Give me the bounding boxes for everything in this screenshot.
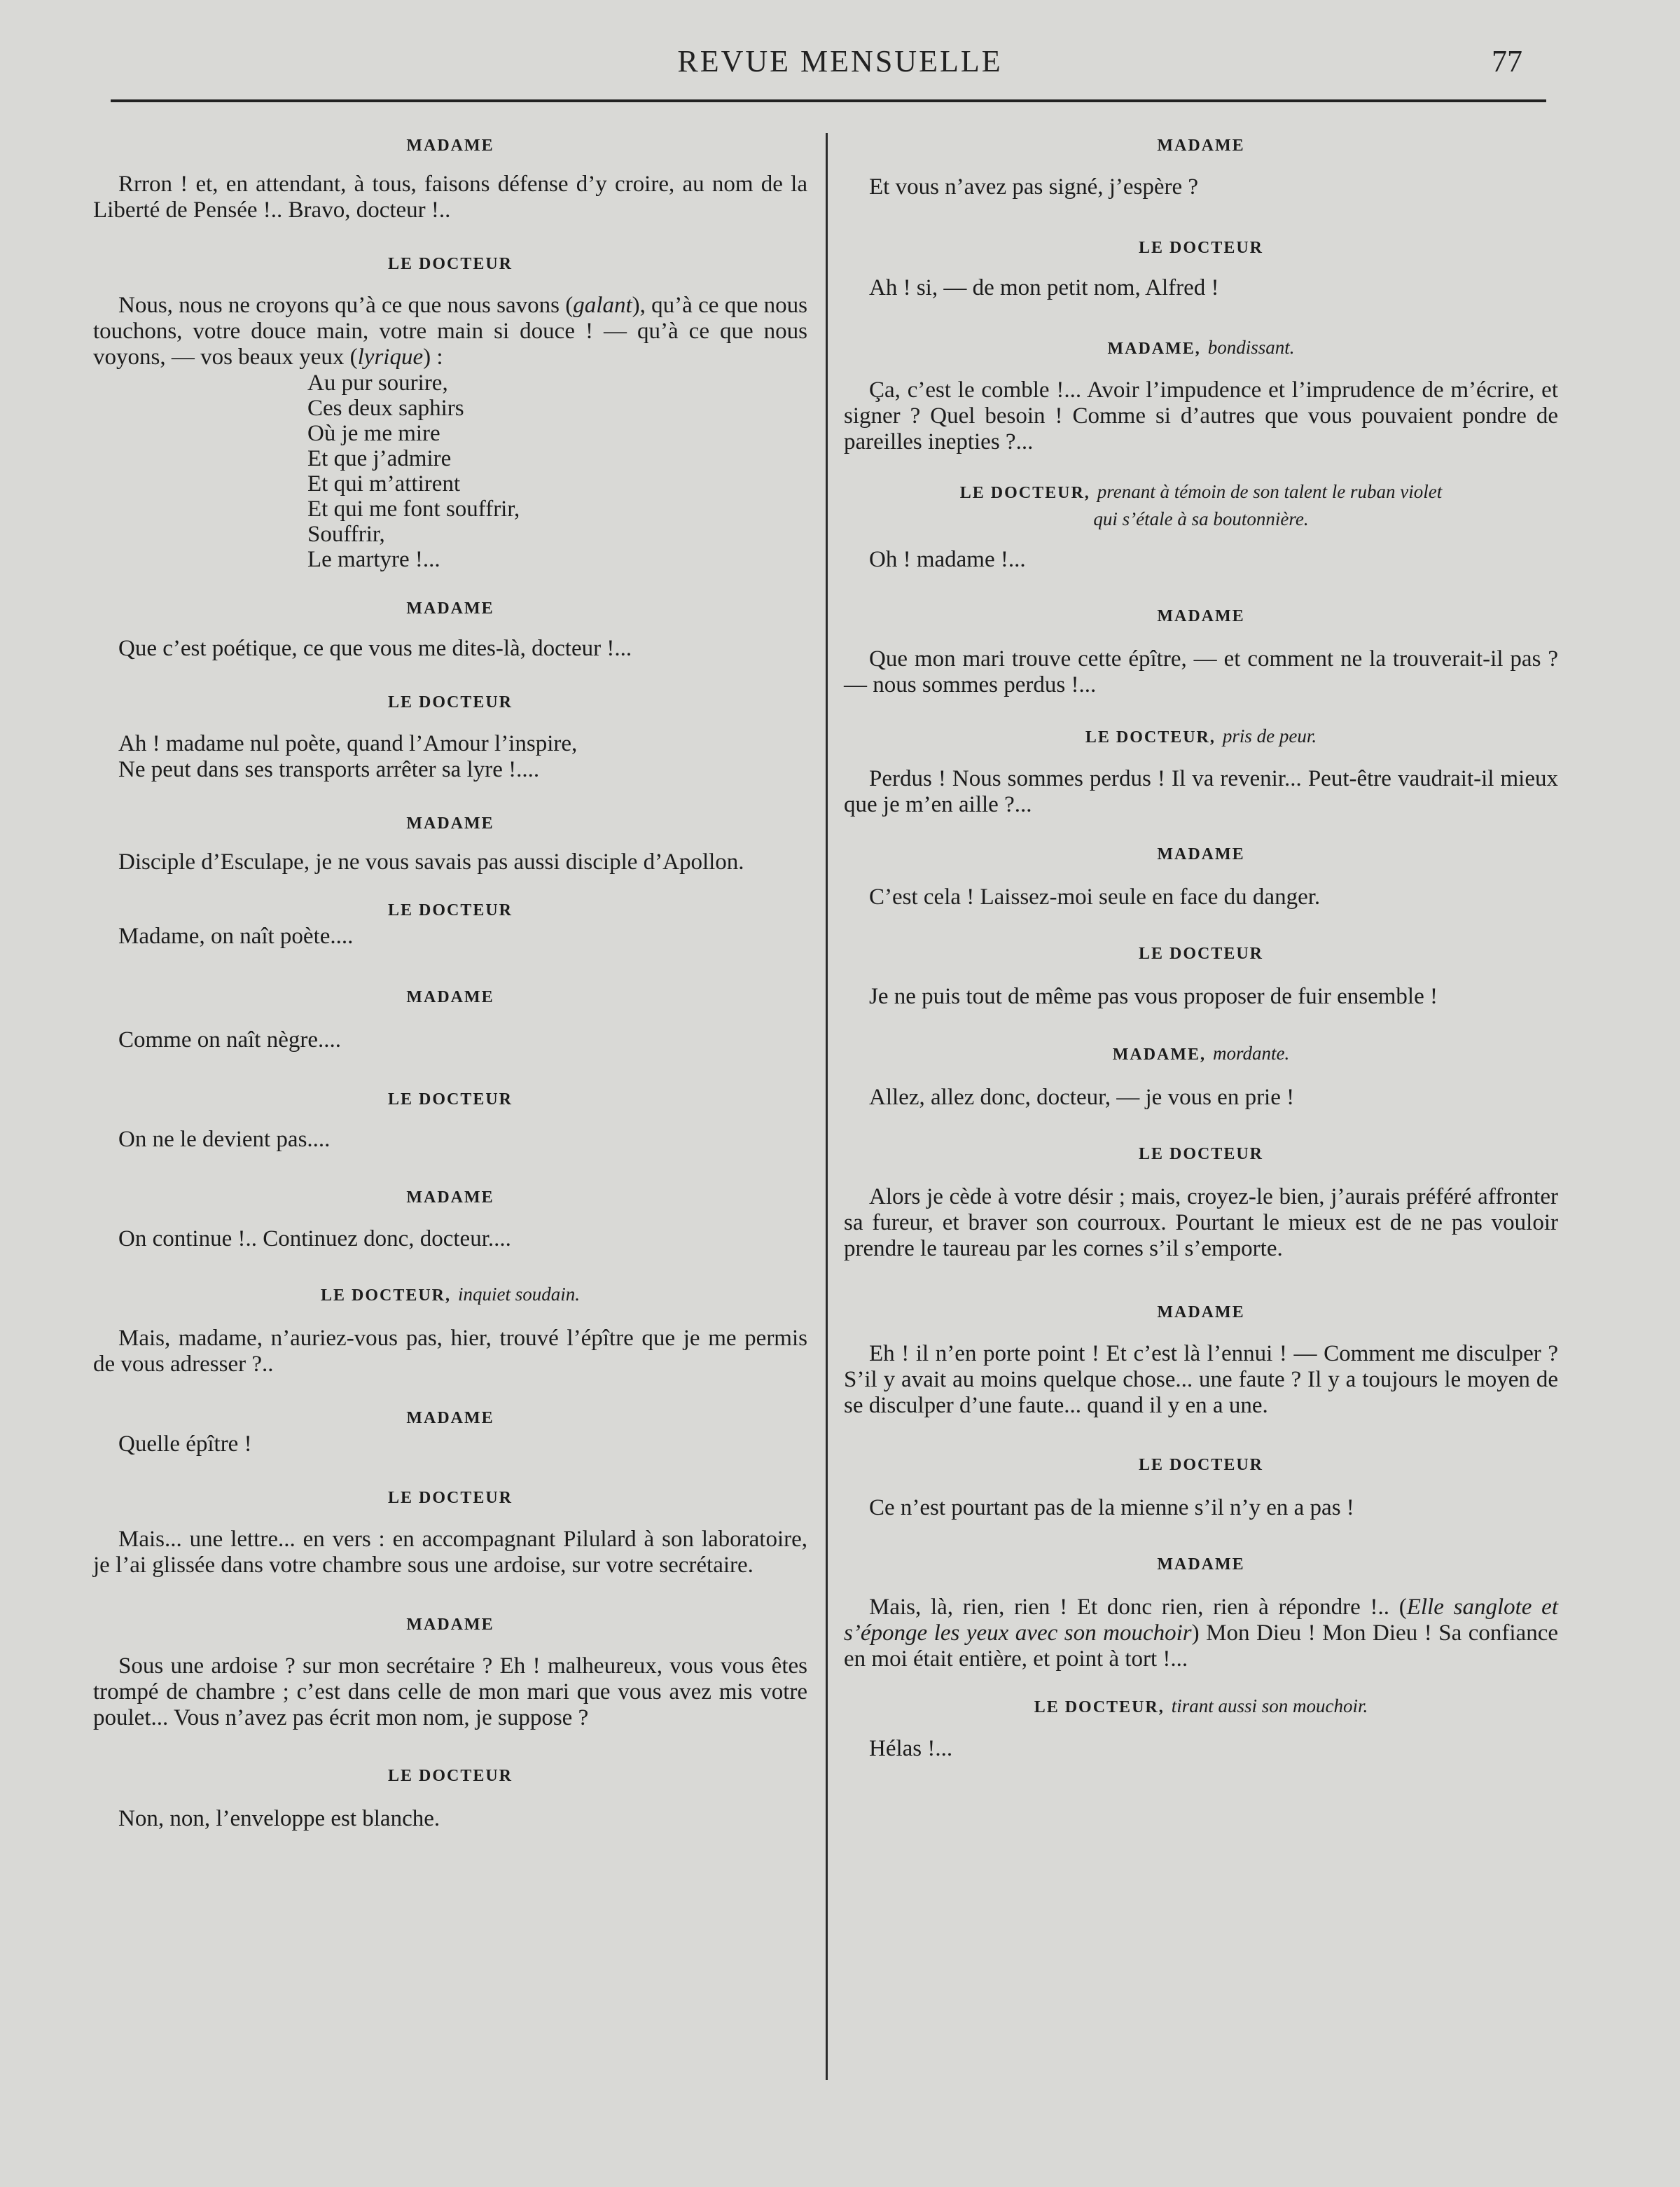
column-divider bbox=[826, 133, 828, 2080]
speaker-heading bbox=[93, 1485, 807, 1511]
stage-direction: lyrique bbox=[357, 345, 424, 370]
dialogue-line: Ah ! si, — de mon petit nom, Alfred ! bbox=[869, 275, 1219, 300]
speaker-heading bbox=[844, 1693, 1558, 1721]
speaker-name: MADAME bbox=[406, 1409, 494, 1427]
page-number: 77 bbox=[1492, 44, 1522, 78]
verse-line: Ces deux saphirs bbox=[307, 396, 464, 421]
speaker-heading bbox=[93, 1405, 807, 1431]
speaker-name: LE DOCTEUR bbox=[1138, 239, 1264, 257]
speaker-name: MADAME bbox=[1157, 845, 1245, 863]
speaker-heading bbox=[93, 1612, 807, 1638]
speaker-name: MADAME, bbox=[1112, 1046, 1207, 1064]
dialogue-line: Ça, c’est le comble !... Avoir l’impudence et l’imprudence de m’écrire, et signer ? Quel besoin ! Comme si d’autres que vous pouvaient pondre de pareilles inepties ?... bbox=[844, 377, 1558, 454]
running-title: REVUE MENSUELLE bbox=[677, 44, 1003, 78]
dialogue-line: Et vous n’avez pas signé, j’espère ? bbox=[869, 174, 1199, 200]
speaker-heading bbox=[93, 596, 807, 622]
speaker-heading bbox=[844, 723, 1558, 751]
right-column bbox=[844, 133, 1558, 1762]
speaker-name: LE DOCTEUR bbox=[1138, 1456, 1264, 1474]
speaker-name: MADAME bbox=[406, 599, 494, 618]
dialogue-line: Disciple d’Esculape, je ne vous savais pas aussi disciple d’Apollon. bbox=[118, 849, 744, 875]
dialogue-line: Hélas !... bbox=[869, 1736, 953, 1761]
speaker-name: LE DOCTEUR, bbox=[1085, 728, 1216, 747]
speaker-name: MADAME bbox=[406, 1188, 494, 1207]
dialogue-text: ), qu’à ce que nous touchons, votre douce main, votre main si douce ! — qu’à ce que nous voyons, — vos beaux yeux ( bbox=[93, 293, 807, 370]
speaker-name: LE DOCTEUR bbox=[387, 1489, 513, 1507]
speaker-name: MADAME bbox=[1157, 1303, 1245, 1321]
speaker-heading bbox=[844, 1552, 1558, 1578]
dialogue-line: Eh ! il n’en porte point ! Et c’est là l’ennui ! — Comment me disculper ? S’il y avait au moins quelque chose... une faute ? Il y a toujours le moyen de se disculper d’une faute... quand il y en a une. bbox=[844, 1341, 1558, 1418]
stage-direction: qui s’étale à sa boutonnière. bbox=[1093, 508, 1309, 529]
speaker-name: MADAME bbox=[1157, 607, 1245, 625]
dialogue-line: On continue !.. Continuez donc, docteur.... bbox=[118, 1226, 511, 1251]
speaker-heading bbox=[844, 479, 1558, 532]
speaker-heading bbox=[93, 1185, 807, 1211]
dialogue-line: Que c’est poétique, ce que vous me dites-là, docteur !... bbox=[118, 636, 632, 661]
dialogue-text: ) : bbox=[423, 345, 443, 370]
dialogue-line: Je ne puis tout de même pas vous proposer de fuir ensemble ! bbox=[869, 984, 1438, 1009]
dialogue-line: Ah ! madame nul poète, quand l’Amour l’inspire, bbox=[118, 731, 578, 756]
verse-line: Au pur sourire, bbox=[307, 370, 448, 396]
speaker-name: LE DOCTEUR bbox=[1138, 1145, 1264, 1163]
dialogue-line: Ce n’est pourtant pas de la mienne s’il n’y en a pas ! bbox=[869, 1495, 1354, 1520]
speaker-heading bbox=[844, 335, 1558, 362]
speaker-name: LE DOCTEUR bbox=[387, 693, 513, 711]
dialogue-line bbox=[844, 1595, 1558, 1672]
speaker-heading bbox=[93, 1282, 807, 1309]
speaker-name: LE DOCTEUR bbox=[387, 255, 513, 273]
dialogue-line: C’est cela ! Laissez-moi seule en face du danger. bbox=[869, 884, 1321, 910]
dialogue-line: Rrron ! et, en attendant, à tous, faisons défense d’y croire, au nom de la Liberté de Pensée !.. Bravo, docteur !.. bbox=[93, 172, 807, 223]
speaker-heading bbox=[844, 1141, 1558, 1167]
dialogue-line: Sous une ardoise ? sur mon secrétaire ? Eh ! malheureux, vous vous êtes trompé de chambre ; c’est dans celle de mon mari que vous avez mis votre poulet... Vous n’avez pas écrit mon nom, je suppose ? bbox=[93, 1653, 807, 1730]
verse-line: Où je me mire bbox=[307, 421, 440, 446]
dialogue-line: Que mon mari trouve cette épître, — et comment ne la trouverait-il pas ? — nous sommes perdus !... bbox=[844, 646, 1558, 697]
speaker-name: MADAME bbox=[1157, 137, 1245, 155]
stage-direction: tirant aussi son mouchoir. bbox=[1171, 1695, 1368, 1716]
speaker-heading bbox=[93, 1763, 807, 1789]
speaker-heading bbox=[844, 133, 1558, 159]
speaker-heading bbox=[844, 1041, 1558, 1068]
dialogue-line: Ne peut dans ses transports arrêter sa lyre !.... bbox=[118, 757, 540, 782]
verse-line: Et que j’admire bbox=[307, 446, 452, 471]
speaker-name: LE DOCTEUR, bbox=[320, 1286, 452, 1305]
dialogue-line: Allez, allez donc, docteur, — je vous en prie ! bbox=[869, 1085, 1295, 1110]
dialogue-line: Alors je cède à votre désir ; mais, croyez-le bien, j’aurais préféré affronter sa fureur, et braver son courroux. Pourtant le mieux est de ne pas vouloir prendre le taureau par les cornes s’il s’emporte. bbox=[844, 1184, 1558, 1261]
speaker-heading bbox=[844, 842, 1558, 868]
dialogue-line: Madame, on naît poète.... bbox=[118, 924, 354, 949]
dialogue-line: Oh ! madame !... bbox=[869, 547, 1026, 572]
speaker-name: LE DOCTEUR bbox=[1138, 945, 1264, 963]
dialogue-line: Quelle épître ! bbox=[118, 1431, 252, 1457]
speaker-heading bbox=[844, 235, 1558, 261]
speaker-name: LE DOCTEUR, bbox=[1034, 1698, 1165, 1716]
speaker-heading bbox=[93, 985, 807, 1011]
dialogue-line: Comme on naît nègre.... bbox=[118, 1027, 342, 1053]
speaker-heading bbox=[93, 133, 807, 159]
speaker-name: LE DOCTEUR, bbox=[959, 484, 1090, 502]
dialogue-line bbox=[93, 293, 807, 370]
speaker-name: LE DOCTEUR bbox=[387, 901, 513, 919]
speaker-heading bbox=[93, 811, 807, 837]
speaker-name: MADAME bbox=[406, 137, 494, 155]
dialogue-line: Non, non, l’enveloppe est blanche. bbox=[118, 1806, 440, 1831]
speaker-heading bbox=[93, 251, 807, 277]
stage-direction: Elle sanglote et s’éponge les yeux avec son mouchoir bbox=[844, 1595, 1558, 1646]
speaker-heading bbox=[844, 604, 1558, 630]
speaker-name: MADAME bbox=[406, 814, 494, 833]
verse-line: Souffrir, bbox=[307, 522, 385, 547]
verse-line: Et qui me font souffrir, bbox=[307, 497, 520, 522]
dialogue-line: Mais... une lettre... en vers : en accompagnant Pilulard à son laboratoire, je l’ai glissée dans votre chambre sous une ardoise, sur votre secrétaire. bbox=[93, 1527, 807, 1578]
speaker-heading bbox=[844, 1300, 1558, 1326]
dialogue-line: On ne le devient pas.... bbox=[118, 1127, 331, 1152]
stage-direction: inquiet soudain. bbox=[458, 1284, 581, 1305]
speaker-name: LE DOCTEUR bbox=[387, 1767, 513, 1785]
dialogue-line: Mais, madame, n’auriez-vous pas, hier, trouvé l’épître que je me permis de vous adresser ?.. bbox=[93, 1326, 807, 1377]
dialogue-line: Perdus ! Nous sommes perdus ! Il va revenir... Peut-être vaudrait-il mieux que je m’en aille ?... bbox=[844, 766, 1558, 817]
speaker-name: MADAME bbox=[1157, 1555, 1245, 1574]
speaker-heading bbox=[844, 1452, 1558, 1478]
stage-direction: galant bbox=[573, 293, 632, 318]
speaker-heading bbox=[93, 690, 807, 716]
speaker-name: MADAME bbox=[406, 1616, 494, 1634]
header-rule bbox=[111, 99, 1546, 102]
stage-direction: pris de peur. bbox=[1222, 725, 1317, 747]
stage-direction: mordante. bbox=[1213, 1043, 1290, 1064]
dialogue-text: Nous, nous ne croyons qu’à ce que nous savons ( bbox=[118, 293, 574, 318]
verse-line: Le martyre !... bbox=[307, 547, 440, 572]
speaker-name: LE DOCTEUR bbox=[387, 1090, 513, 1109]
speaker-heading bbox=[93, 1087, 807, 1113]
left-column bbox=[93, 133, 807, 1832]
speaker-heading bbox=[93, 898, 807, 924]
verse-block bbox=[307, 370, 807, 572]
verse-line: Et qui m’attirent bbox=[307, 471, 461, 497]
page-header bbox=[0, 0, 1680, 112]
stage-direction: prenant à témoin de son talent le ruban violet bbox=[1097, 481, 1443, 502]
speaker-name: MADAME bbox=[406, 988, 494, 1006]
speaker-heading bbox=[844, 941, 1558, 967]
stage-direction: bondissant. bbox=[1207, 337, 1295, 358]
speaker-name: MADAME, bbox=[1107, 340, 1201, 358]
dialogue-text: Mais, là, rien, rien ! Et donc rien, rien à répondre !.. ( bbox=[869, 1595, 1407, 1620]
dialogue-text: ) Mon Dieu ! Mon Dieu ! Sa confiance en moi était entière, et point à tort !... bbox=[844, 1620, 1558, 1672]
